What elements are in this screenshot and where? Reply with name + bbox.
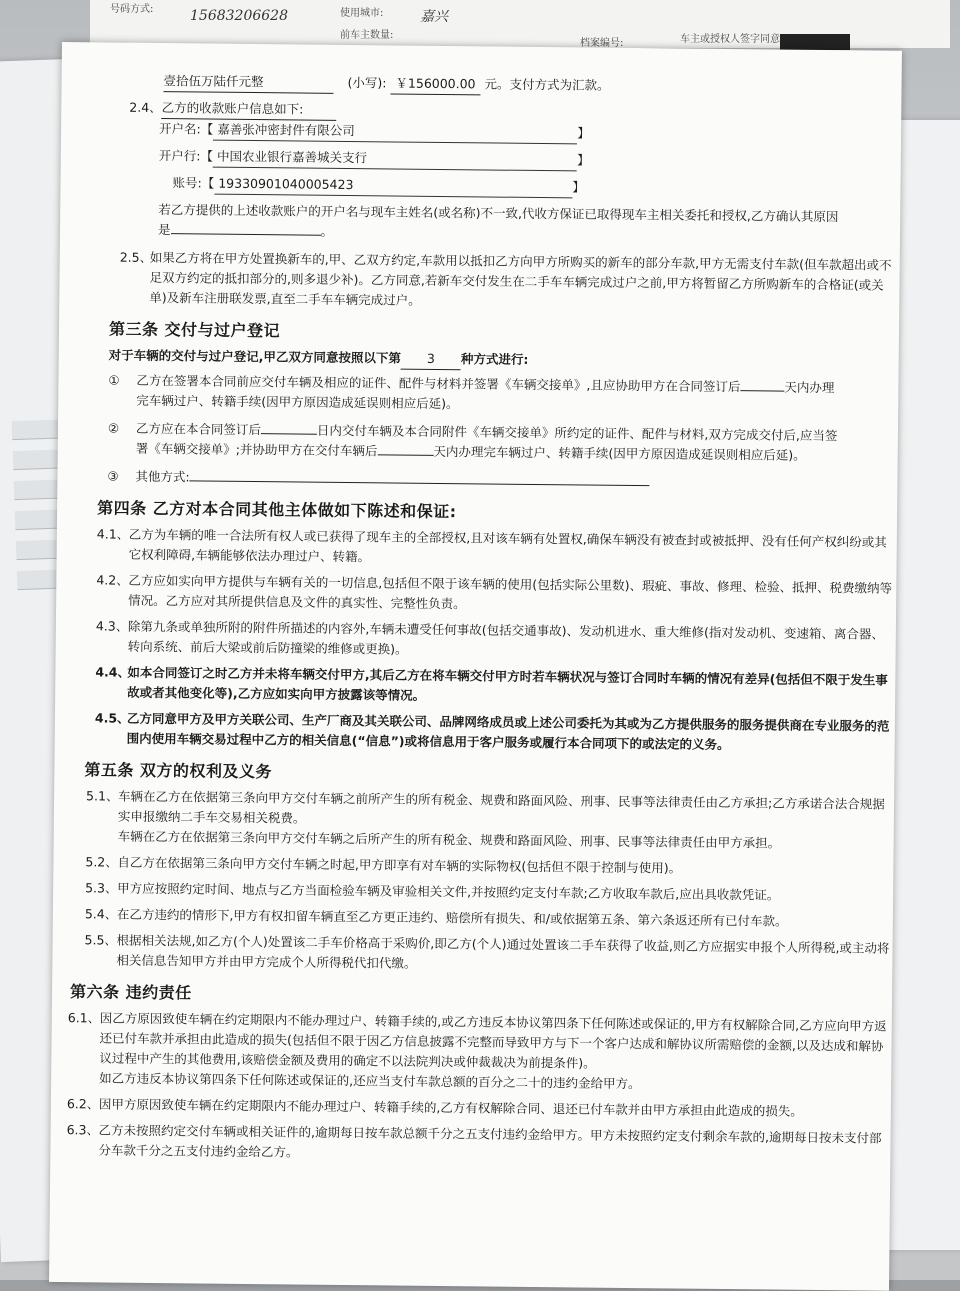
- option-text: 其他方式:: [135, 468, 190, 485]
- clause-item: [96, 570, 896, 618]
- method-choice: 3: [401, 349, 461, 371]
- intro-text: 对于车辆的交付与过户登记,甲乙双方同意按照以下第: [108, 347, 402, 366]
- option-mark: ②: [107, 420, 120, 436]
- clause-number: 5.3、: [85, 880, 118, 896]
- account-label: 账号:: [172, 175, 202, 191]
- option-text: 署《车辆交接单》;并协助甲方在交付车辆后: [135, 440, 378, 459]
- clause-text: 乙方的收款账户信息如下:: [162, 98, 337, 121]
- blank-field: [377, 454, 433, 456]
- clause-item: [95, 708, 895, 756]
- clause-item: [85, 904, 893, 932]
- section-4-title: 第四条 乙方对本合同其他主体做如下陈述和保证:: [97, 498, 457, 522]
- form-field-label: 使用城市:: [340, 8, 384, 19]
- handwritten-city: 嘉兴: [420, 9, 448, 25]
- clause-text: 乙方未按照约定交付车辆或相关证件的,逾期每日按车款总额千分之五支付违约金给甲方。甲方未按照约定支付剩余车款的,逾期每日按未支付部分车款千分之五支付违约金给乙方。: [98, 1122, 882, 1160]
- option-text: 乙方在签署本合同前应交付车辆及相应的证件、配件与材料并签署《车辆交接单》,且应协助甲方在合同签订后: [136, 372, 741, 395]
- clause-text: 如果乙方将在甲方处置换新车的,甲、乙双方约定,车款用以抵扣乙方向甲方所购买的新车的部分车款,甲方无需支付车款(但车款超出或不足双方约定的抵扣部分的,则多退少补)。乙方同意,若新车交付发生在二手车车辆完成过户之前,甲方将暂留乙方所购新车的合格证(或关单)及新车注册联发票,直至二手车车辆完成过户。: [149, 249, 892, 308]
- contract-content: [66, 70, 901, 1168]
- clause-item: [95, 662, 895, 710]
- section-3-title: 第三条 交付与过户登记: [108, 319, 281, 341]
- option-mark: ①: [108, 372, 120, 388]
- clause-2-5: [119, 248, 900, 316]
- section-6-items: [66, 1008, 892, 1168]
- option-2: [108, 419, 898, 467]
- account-note: 若乙方提供的上述收款账户的开户名与现车主姓名(或名称)不一致,代收方保证已取得现车主相关委托和授权,乙方确认其原因: [158, 202, 839, 225]
- bank-label: 开户行:: [158, 148, 201, 164]
- option-3: [107, 467, 897, 495]
- amount-tail: 元。支付方式为汇款。: [484, 76, 610, 93]
- clause-text: 乙方为车辆的唯一合法所有权人或已获得了现车主的全部授权,且对该车辆有处置权,确保车辆没有被查封或被抵押、没有任何产权纠纷或其它权利障碍,车辆能够依法办理过户、转籍。: [128, 526, 887, 565]
- holder-value: 嘉善张冲密封件有限公司: [213, 120, 577, 145]
- clause-text: 因甲方原因致使车辆在约定期限内不能办理过户、转籍手续的,乙方有权解除合同、退还已付车款并由甲方承担由此造成的损失。: [98, 1096, 803, 1119]
- clause-number: 4.5、: [94, 710, 130, 726]
- section-3-intro: [109, 346, 899, 375]
- clause-text: 自乙方在依据第三条向甲方交付车辆之时起,甲方即享有对车辆的实际物权(包括但不限于控制与使用)。: [117, 854, 682, 876]
- clause-number: 5.5、: [84, 932, 118, 948]
- clause-text: 甲方应按照约定时间、地点与乙方当面检验车辆及审验相关文件,并按照约定支付车款;乙方收取车款后,应出具收款凭证。: [117, 880, 780, 903]
- clause-number: 5.4、: [84, 906, 118, 922]
- holder-label: 开户名:: [159, 121, 201, 137]
- section-5-title: 第五条 双方的权利及义务: [84, 760, 273, 782]
- option-text: 天内办理: [784, 379, 835, 396]
- intro-text: 种方式进行:: [460, 351, 529, 367]
- clause-item: [66, 1120, 890, 1169]
- section-4-items: [85, 524, 897, 756]
- clause-item: [67, 1094, 891, 1123]
- option-text: 天内办理完车辆过户、转籍手续(因甲方原因造成延误则相应后延)。: [433, 443, 806, 463]
- option-text: 乙方应在本合同签订后: [135, 420, 262, 438]
- clause-number: 4.1、: [96, 526, 130, 542]
- option-text: 日内交付车辆及本合同附件《车辆交接单》所约定的证件、配件与材料,双方完成交付后,应当签: [316, 422, 838, 444]
- option-1: [108, 371, 898, 419]
- clause-item: [67, 1008, 892, 1097]
- option-text: 完车辆过户、转籍手续(因甲方原因造成延误则相应后延)。: [136, 392, 459, 412]
- clause-number: 5.1、: [86, 788, 119, 804]
- clause-number: 4.3、: [95, 618, 129, 634]
- clause-number: 4.4、: [95, 664, 131, 680]
- section-6-title: 第六条 违约责任: [69, 982, 192, 1003]
- clause-text: 如本合同签订之时乙方并未将车辆交付甲方,其后乙方在将车辆交付甲方时若车辆状况与签订合同时车辆的情况有差异(包括但不限于发生事故或者其他变化等),乙方应如实向甲方披露该等情况。: [127, 664, 888, 703]
- bank-value: 中国农业银行嘉善城关支行: [213, 147, 577, 172]
- clause-number: 4.2、: [96, 572, 129, 588]
- form-field-label: 号码方式:: [110, 4, 154, 15]
- clause-item: [86, 786, 895, 854]
- clause-text-continued: 如乙方违反本协议第四条下任何陈述或保证的,还应当支付车款总额的百分之二十的违约金给甲方。: [99, 1070, 641, 1092]
- clause-number: 6.1、: [67, 1010, 101, 1026]
- blank-field: [261, 433, 317, 435]
- handwritten-phone: 15683206628: [190, 8, 288, 24]
- account-value: 19330901040005423: [214, 174, 572, 199]
- contract-page: [49, 42, 902, 1291]
- clause-number: 5.2、: [85, 854, 118, 870]
- payment-line: [163, 71, 901, 100]
- clause-number: 2.4、: [129, 99, 162, 116]
- blank-field: [740, 390, 784, 391]
- clause-number: 6.2、: [66, 1096, 100, 1112]
- note-suffix: 。: [320, 223, 334, 239]
- clause-item: [85, 878, 893, 906]
- note-prefix: 是: [157, 222, 171, 238]
- clause-text: 在乙方违约的情形下,甲方有权扣留车辆直至乙方更正违约、赔偿所有损失、和/或依据第五条、第六条返还所有已付车款。: [116, 906, 788, 929]
- clause-number: 2.5、: [119, 249, 153, 265]
- amount-number: ￥156000.00: [390, 73, 480, 95]
- clause-text: 乙方同意甲方及甲方关联公司、生产厂商及其关联公司、品牌网络成员或上述公司委托为其或为乙方提供服务的服务提供商在专业服务的范围内使用车辆交易过程中乙方的相关信息(“信息”)或将信息用于客户服务或履行本合同项下的或法定的义务。: [126, 710, 890, 753]
- amount-in-words: 壹拾伍万陆仟元整: [163, 71, 333, 94]
- option-mark: ③: [107, 468, 119, 484]
- form-field-label: 前车主数量:: [340, 30, 394, 41]
- clause-text: 乙方应如实向甲方提供与车辆有关的一切信息,包括但不限于该车辆的使用(包括实际公里数)、瑕疵、事故、修理、检验、抵押、税费缴纳等情况。乙方应对其所提供信息及文件的真实性、完整性负责。: [128, 572, 893, 612]
- clause-text: 除第九条或单独所附的附件所描述的内容外,车辆未遭受任何事故(包括交通事故)、发动机进水、重大维修(指对发动机、变速箱、离合器、转向系统、前后大梁或前后防撞梁的维修或更换)。: [127, 618, 885, 657]
- clause-text: 因乙方原因致使车辆在约定期限内不能办理过户、转籍手续的,或乙方违反本协议第四条下任何陈述或保证的,甲方有权解除合同,乙方应向甲方返还已付车款并承担由此造成的损失(包括但不限于因乙方信息披露不完整而导致甲方与下一个客户达成和解协议所需赔偿的金额,以及达成和解协议过程中产生的其他费用,该赔偿金额及费用的确定不以法院判决或仲裁裁决为前提条件)。: [99, 1010, 887, 1071]
- underlying-form-header: [100, 0, 860, 49]
- form-field-label: 车主或授权人签字同意: [680, 34, 780, 45]
- form-field-label: 档案编号:: [580, 38, 624, 49]
- section-5-items: [82, 786, 894, 978]
- blank-field: [171, 233, 321, 236]
- clause-item: [97, 524, 897, 572]
- clause-item: [85, 852, 893, 880]
- clause-2-4: 2.4、乙方的收款账户信息如下: 开户名:【 嘉善张冲密封件有限公司 】 开户行:【 中国农业银行嘉善城关支行 】 账号:【 19330901040005423 】 若乙方提供的上述收款账户的开户名与现车主姓名(或名称)不一致,代收方保证已取得现车主相关委托和授权,乙方确认其原因 是 。: [90, 97, 901, 247]
- clause-text: 车辆在乙方在依据第三条向甲方交付车辆之前所产生的所有税金、规费和路面风险、刑事、民事等法律责任由乙方承担;乙方承诺合法合规据实申报缴纳二手车交易相关税费。: [117, 788, 885, 826]
- blank-field: [190, 480, 650, 486]
- clause-item: [84, 930, 892, 978]
- clause-item: [96, 616, 896, 664]
- form-dark-bar: [780, 34, 850, 50]
- clause-number: 6.3、: [66, 1122, 100, 1138]
- clause-text: 根据相关法规,如乙方(个人)处置该二手车价格高于采购价,即乙方(个人)通过处置该二手车获得了收益,则乙方应据实申报个人所得税,或主动将相关信息告知甲方并由甲方完成个人所得税代扣代缴。: [116, 932, 890, 971]
- amount-label: (小写):: [347, 74, 387, 91]
- clause-text-continued: 车辆在乙方在依据第三条向甲方交付车辆之后所产生的所有税金、规费和路面风险、刑事、民事等法律责任由甲方承担。: [117, 828, 781, 851]
